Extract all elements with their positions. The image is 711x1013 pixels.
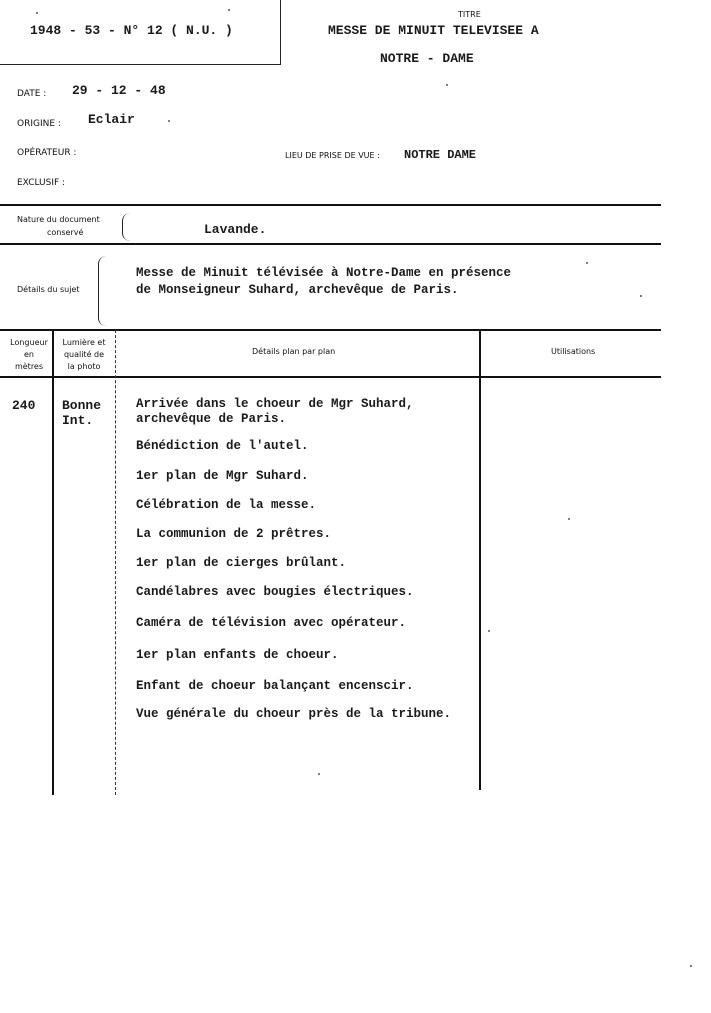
origine-label: ORIGINE : — [17, 119, 61, 129]
date-label: DATE : — [17, 89, 47, 99]
scan-speck — [640, 295, 642, 297]
operateur-label: OPÉRATEUR : — [17, 148, 77, 158]
shot-item: Bénédiction de l'autel. — [136, 439, 309, 453]
col-header-longueur: Longueur en mètres — [10, 338, 48, 371]
lumiere-value-1: Bonne — [62, 398, 102, 413]
divider-nature-top — [0, 204, 661, 206]
reference-number: 1948 - 53 - N° 12 ( N.U. ) — [30, 23, 233, 38]
lieu-value: NOTRE DAME — [404, 148, 477, 162]
nature-value: Lavande. — [204, 222, 267, 237]
column-rule-1 — [52, 330, 54, 795]
scan-speck — [446, 84, 448, 86]
shot-item: Célébration de la messe. — [136, 498, 317, 512]
lieu-label: LIEU DE PRISE DE VUE : — [285, 151, 380, 160]
nature-label-1: Nature du document — [17, 215, 100, 224]
shot-item: Arrivée dans le choeur de Mgr Suhard, archevêque de Paris. — [136, 397, 414, 426]
sujet-label: Détails du sujet — [17, 285, 80, 294]
origine-value: Eclair — [88, 112, 135, 127]
shot-item: Vue générale du choeur près de la tribune. — [136, 707, 452, 721]
column-rule-2 — [115, 330, 117, 795]
col-header-lumiere: Lumière et qualité de la photo — [62, 338, 106, 371]
title-label: TITRE — [458, 10, 481, 19]
scan-speck — [586, 262, 588, 264]
longueur-value: 240 — [12, 398, 36, 413]
shot-item: Enfant de choeur balançant encenscir. — [136, 679, 414, 693]
shot-item: Caméra de télévision avec opérateur. — [136, 616, 407, 630]
scan-speck — [228, 9, 230, 11]
shot-item: 1er plan de Mgr Suhard. — [136, 469, 309, 483]
sujet-line-2: de Monseigneur Suhard, archevêque de Paris. — [136, 283, 459, 297]
col-header-utilisations: Utilisations — [551, 347, 596, 356]
scan-speck — [488, 630, 490, 632]
sujet-brace — [98, 256, 107, 326]
date-value: 29 - 12 - 48 — [72, 83, 166, 98]
shot-item: Candélabres avec bougies électriques. — [136, 585, 414, 599]
scan-speck — [690, 965, 692, 967]
scan-speck — [568, 518, 570, 520]
exclusif-label: EXCLUSIF : — [17, 178, 66, 188]
divider-table-top — [0, 329, 661, 331]
sujet-line-1: Messe de Minuit télévisée à Notre-Dame en présence — [136, 266, 512, 280]
divider-sujet-top — [0, 243, 661, 245]
scan-speck — [168, 120, 170, 122]
title-line-2: NOTRE - DAME — [380, 51, 474, 66]
shot-item: 1er plan enfants de choeur. — [136, 648, 339, 662]
shot-item: 1er plan de cierges brûlant. — [136, 556, 347, 570]
lumiere-value-2: Int. — [62, 413, 94, 428]
nature-label-2: conservé — [47, 228, 84, 237]
col-header-details: Détails plan par plan — [252, 347, 336, 356]
column-rule-3 — [479, 330, 481, 790]
scan-speck — [318, 773, 320, 775]
title-line-1: MESSE DE MINUIT TELEVISEE A — [328, 23, 539, 38]
shot-item: La communion de 2 prêtres. — [136, 527, 332, 541]
nature-brace — [122, 213, 131, 241]
scan-speck — [36, 12, 38, 14]
divider-table-header — [0, 376, 661, 378]
